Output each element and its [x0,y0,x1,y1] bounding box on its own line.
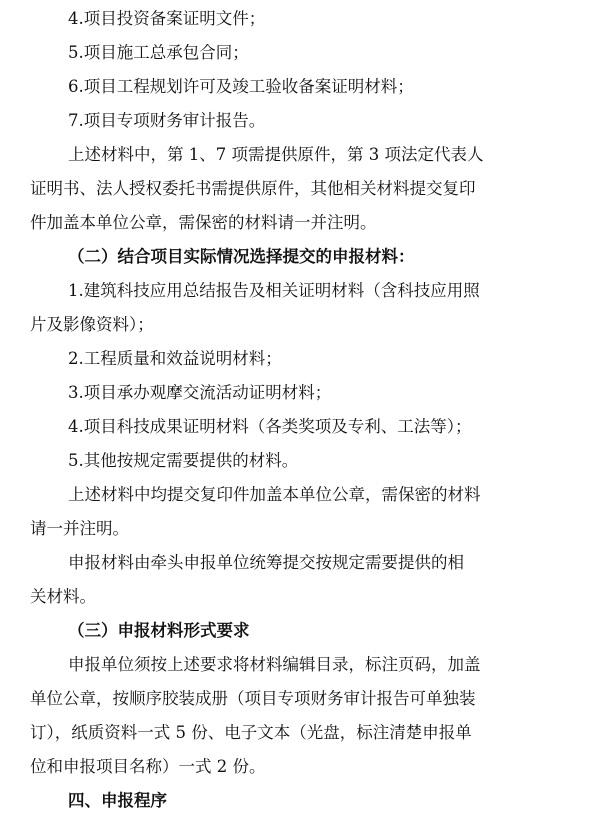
list-item-4b: 4.项目科技成果证明材料（各类奖项及专利、工法等）； [68,417,472,436]
paragraph-line: 订），纸质资料一式 5 份、电子文本（光盘，标注清楚申报单 [30,723,472,742]
paragraph-line: 件加盖本单位公章，需保密的材料请一并注明。 [30,213,377,232]
paragraph-line: 请一并注明。 [30,519,129,538]
list-item-7: 7.项目专项财务审计报告。 [68,111,266,130]
paragraph-line: 证明书、法人授权委托书需提供原件，其他相关材料提交复印 [30,179,476,198]
section-heading-3: （三）申报材料形式要求 [68,621,250,640]
chapter-heading-4: 四、申报程序 [68,791,167,810]
list-item-6: 6.项目工程规划许可及竣工验收备案证明材料； [68,77,414,96]
list-item-3: 3.项目承办观摩交流活动证明材料； [68,383,332,402]
list-item-1-continued: 片及影像资料）； [30,315,154,334]
list-item-2: 2.工程质量和效益说明材料； [68,349,282,368]
list-item-4: 4.项目投资备案证明文件； [68,9,266,28]
paragraph-line: 上述材料中均提交复印件加盖本单位公章，需保密的材料 [68,485,481,504]
paragraph-line: 关材料。 [30,587,96,606]
paragraph-line: 位和申报项目名称）一式 2 份。 [30,757,266,776]
list-item-1: 1.建筑科技应用总结报告及相关证明材料（含科技应用照 [68,281,480,300]
section-heading-2: （二）结合项目实际情况选择提交的申报材料： [68,247,415,266]
paragraph-line: 申报材料由牵头申报单位统筹提交按规定需要提供的相 [68,553,464,572]
list-item-5: 5.项目施工总承包合同； [68,43,249,62]
paragraph-line: 单位公章，按顺序胶装成册（项目专项财务审计报告可单独装 [30,689,476,708]
list-item-5b: 5.其他按规定需要提供的材料。 [68,451,299,470]
paragraph-line: 申报单位须按上述要求将材料编辑目录，标注页码，加盖 [68,655,481,674]
paragraph-line: 上述材料中，第 1、7 项需提供原件，第 3 项法定代表人 [68,145,484,164]
